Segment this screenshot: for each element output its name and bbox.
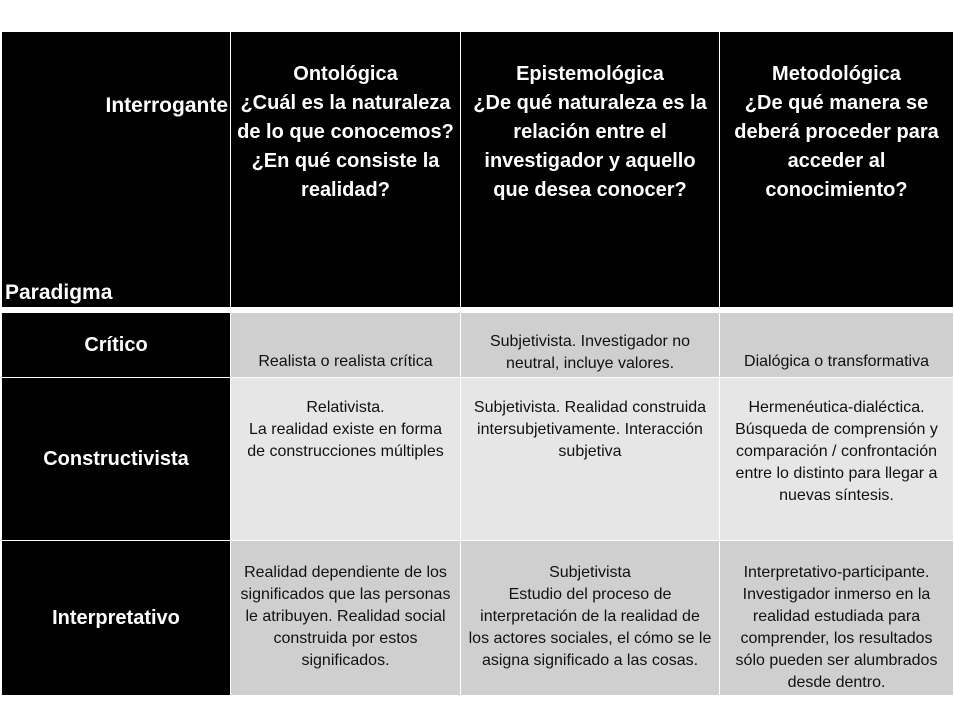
- cell-line: Interpretativo-participante.: [743, 564, 930, 581]
- header-question-line: realidad?: [301, 179, 390, 201]
- header-question-line: investigador y aquello: [484, 150, 696, 172]
- cell-line: Relativista.: [306, 399, 385, 416]
- cell-line: Subjetivista: [549, 564, 631, 581]
- header-question-line: conocimiento?: [765, 179, 908, 201]
- cell-line: comparación / confrontación: [736, 443, 937, 460]
- paradigm-label-constructivista: Constructivista: [2, 378, 231, 541]
- header-question-line: de lo que conocemos?: [237, 121, 454, 143]
- cell-line: desde dentro.: [787, 674, 886, 691]
- cell-line: Estudio del proceso de: [508, 586, 672, 603]
- cell-line: interpretación de la realidad de: [480, 608, 700, 625]
- cell-line: Realista o realista crítica: [258, 353, 433, 370]
- cell-line: los actores sociales, el cómo se le: [468, 630, 712, 647]
- paradigm-table: [1, 31, 954, 696]
- cell-constructivista-epistemologica: [461, 378, 720, 541]
- cell-line: significados que las personas: [240, 586, 451, 603]
- cell-line: subjetiva: [558, 443, 622, 460]
- header-ontologica: [231, 32, 461, 308]
- cell-line: asigna significado a las cosas.: [481, 652, 699, 669]
- interrogante-label: Interrogante: [105, 94, 228, 117]
- cell-critico-ontologica: [231, 313, 461, 378]
- cell-critico-metodologica: [720, 313, 954, 378]
- cell-critico-epistemologica: [461, 313, 720, 378]
- cell-line: Subjetivista. Investigador no: [489, 333, 691, 350]
- table-row: [2, 541, 954, 696]
- header-title: Epistemológica: [516, 63, 664, 85]
- paradigm-label-critico: Crítico: [2, 313, 231, 378]
- cell-line: Búsqueda de comprensión y: [735, 421, 938, 438]
- cell-interpretativo-ontologica: [231, 541, 461, 696]
- header-question-line: que desea conocer?: [493, 179, 687, 201]
- cell-constructivista-ontologica: [231, 378, 461, 541]
- cell-line: Hermenéutica-dialéctica.: [748, 399, 925, 416]
- header-question-line: relación entre el: [513, 121, 667, 143]
- header-epistemologica: [461, 32, 720, 308]
- header-question-line: ¿De qué manera se: [744, 92, 929, 114]
- header-question-line: ¿En qué consiste la: [251, 150, 440, 172]
- header-question-line: ¿De qué naturaleza es la: [473, 92, 707, 114]
- header-question-line: ¿Cuál es la naturaleza: [240, 92, 451, 114]
- table-row: [2, 378, 954, 541]
- header-metodologica: [720, 32, 954, 308]
- cell-constructivista-metodologica: [720, 378, 954, 541]
- paradigm-label-interpretativo: Interpretativo: [2, 541, 231, 696]
- cell-line: Investigador inmerso en la: [742, 586, 931, 603]
- table-row: [2, 313, 954, 378]
- cell-line: intersubjetivamente. Interacción: [477, 421, 703, 438]
- corner-header-cell: [2, 32, 231, 308]
- cell-line: sólo pueden ser alumbrados: [735, 652, 938, 669]
- cell-line: comprender, los resultados: [740, 630, 933, 647]
- header-row: [2, 32, 954, 308]
- header-title: Ontológica: [293, 63, 398, 85]
- cell-line: de construcciones múltiples: [247, 443, 444, 460]
- cell-interpretativo-metodologica: [720, 541, 954, 696]
- header-title: Metodológica: [772, 63, 901, 85]
- cell-line: significados.: [301, 652, 390, 669]
- header-question-line: acceder al: [787, 150, 886, 172]
- cell-line: Realidad dependiente de los: [244, 564, 447, 581]
- cell-line: neutral, incluye valores.: [505, 355, 675, 372]
- cell-line: realidad estudiada para: [752, 608, 921, 625]
- header-question-line: deberá proceder para: [734, 121, 939, 143]
- cell-line: Dialógica o transformativa: [744, 353, 929, 370]
- paradigma-label: Paradigma: [5, 281, 113, 304]
- cell-interpretativo-epistemologica: [461, 541, 720, 696]
- cell-line: La realidad existe en forma: [249, 421, 442, 438]
- cell-line: le atribuyen. Realidad social: [245, 608, 446, 625]
- cell-line: Subjetivista. Realidad construida: [473, 399, 707, 416]
- cell-line: nuevas síntesis.: [779, 487, 894, 504]
- cell-line: entre lo distinto para llegar a: [735, 465, 938, 482]
- cell-line: construida por estos: [273, 630, 418, 647]
